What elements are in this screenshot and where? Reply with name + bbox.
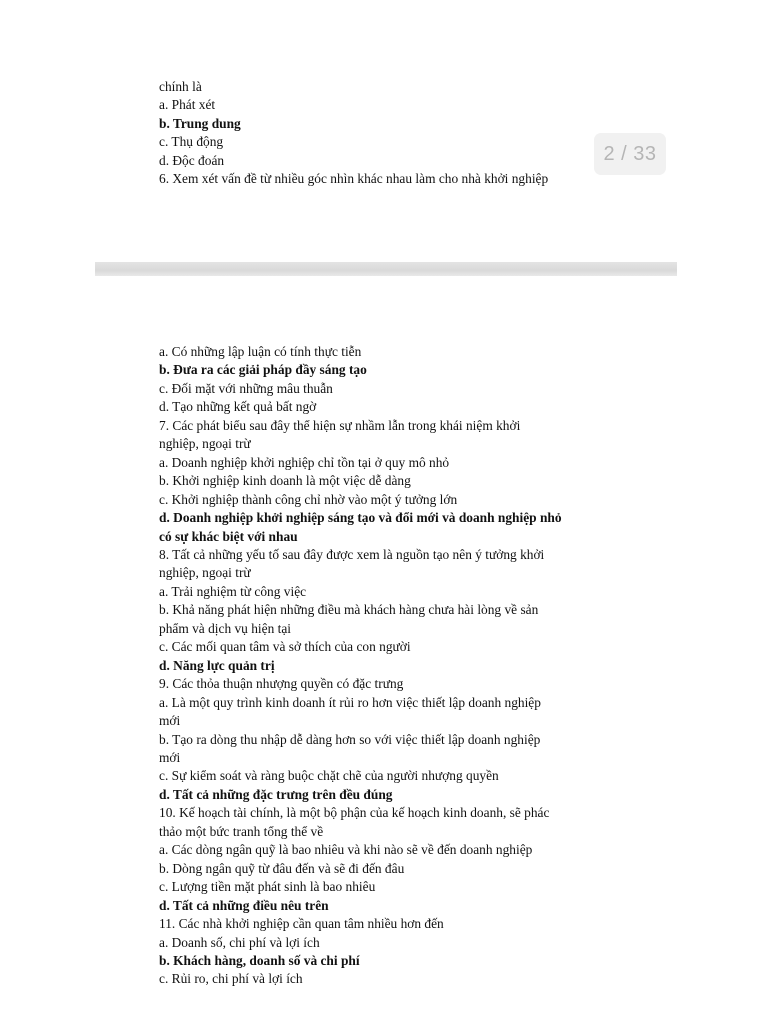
text-line: b. Khả năng phát hiện những điều mà khách hàng chưa hài lòng về sản [159,602,539,618]
text-line: chính là [159,79,202,94]
text-line: a. Là một quy trình kinh doanh ít rủi ro hơn việc thiết lập doanh nghiệp [159,694,541,710]
text-line: mới [159,749,181,765]
answer-line-correct: b. Trung dung [159,115,241,131]
page-text-block [159,343,614,989]
text-line: c. Các mối quan tâm và sở thích của con người [159,639,411,655]
text-line: a. Doanh nghiệp khởi nghiệp chỉ tồn tại ở quy mô nhỏ [159,454,450,470]
text-line: 11. Các nhà khởi nghiệp cần quan tâm nhiều hơn đến [159,916,444,932]
answer-line-correct: d. Doanh nghiệp khởi nghiệp sáng tạo và đổi mới và doanh nghiệp nhỏ [159,510,562,526]
text-line: d. Độc đoán [159,152,225,168]
text-line: 10. Kế hoạch tài chính, là một bộ phận của kế hoạch kinh doanh, sẽ phác [159,805,550,821]
answer-line-correct: d. Tất cả những đặc trưng trên đều đúng [159,786,393,802]
text-line: c. Sự kiểm soát và ràng buộc chặt chẽ của người nhượng quyền [159,768,499,784]
text-line: thảo một bức tranh tổng thể về [159,823,324,839]
answer-line-correct: b. Khách hàng, doanh số và chi phí [159,952,360,968]
text-line: c. Khởi nghiệp thành công chỉ nhờ vào một ý tưởng lớn [159,491,458,507]
text-line: 6. Xem xét vấn đề từ nhiều góc nhìn khác nhau làm cho nhà khởi nghiệp [159,171,549,187]
page-text-block [159,78,614,189]
text-line: d. Tạo những kết quả bất ngờ [159,399,317,415]
document-page-bottom [0,276,768,1024]
text-line: a. Có những lập luận có tính thực tiễn [159,344,362,359]
text-line: c. Đối mặt với những mâu thuẫn [159,380,333,396]
text-line: b. Khởi nghiệp kinh doanh là một việc dễ dàng [159,473,411,489]
text-line: a. Các dòng ngân quỹ là bao nhiêu và khi nào sẽ về đến doanh nghiệp [159,842,533,858]
answer-line-correct: b. Đưa ra các giải pháp đầy sáng tạo [159,362,367,378]
text-line: c. Lượng tiền mặt phát sinh là bao nhiêu [159,879,376,895]
text-line: c. Thụ động [159,134,224,150]
answer-line-correct: có sự khác biệt với nhau [159,528,298,544]
text-line: a. Doanh số, chi phí và lợi ích [159,934,320,950]
text-line: c. Rủi ro, chi phí và lợi ích [159,971,303,987]
document-page-top [0,0,768,262]
text-line: phẩm và dịch vụ hiện tại [159,620,292,636]
text-line: b. Tạo ra dòng thu nhập dễ dàng hơn so với việc thiết lập doanh nghiệp [159,731,541,747]
text-line: 8. Tất cả những yếu tố sau đây được xem là nguồn tạo nên ý tưởng khởi [159,546,545,562]
text-line: a. Phát xét [159,97,216,113]
page-separator [95,262,677,276]
text-line: nghiệp, ngoại trừ [159,565,251,581]
answer-line-correct: d. Năng lực quản trị [159,657,275,673]
text-line: 9. Các thỏa thuận nhượng quyền có đặc trưng [159,676,404,692]
text-line: b. Dòng ngân quỹ từ đâu đến và sẽ đi đến đâu [159,860,405,876]
text-line: a. Trải nghiệm từ công việc [159,583,307,599]
text-line: nghiệp, ngoại trừ [159,436,251,452]
page-number-indicator: 2 / 33 [594,133,666,175]
answer-line-correct: d. Tất cả những điều nêu trên [159,897,329,913]
text-line: 7. Các phát biểu sau đây thể hiện sự nhầm lẫn trong khái niệm khởi [159,417,521,433]
text-line: mới [159,713,181,729]
